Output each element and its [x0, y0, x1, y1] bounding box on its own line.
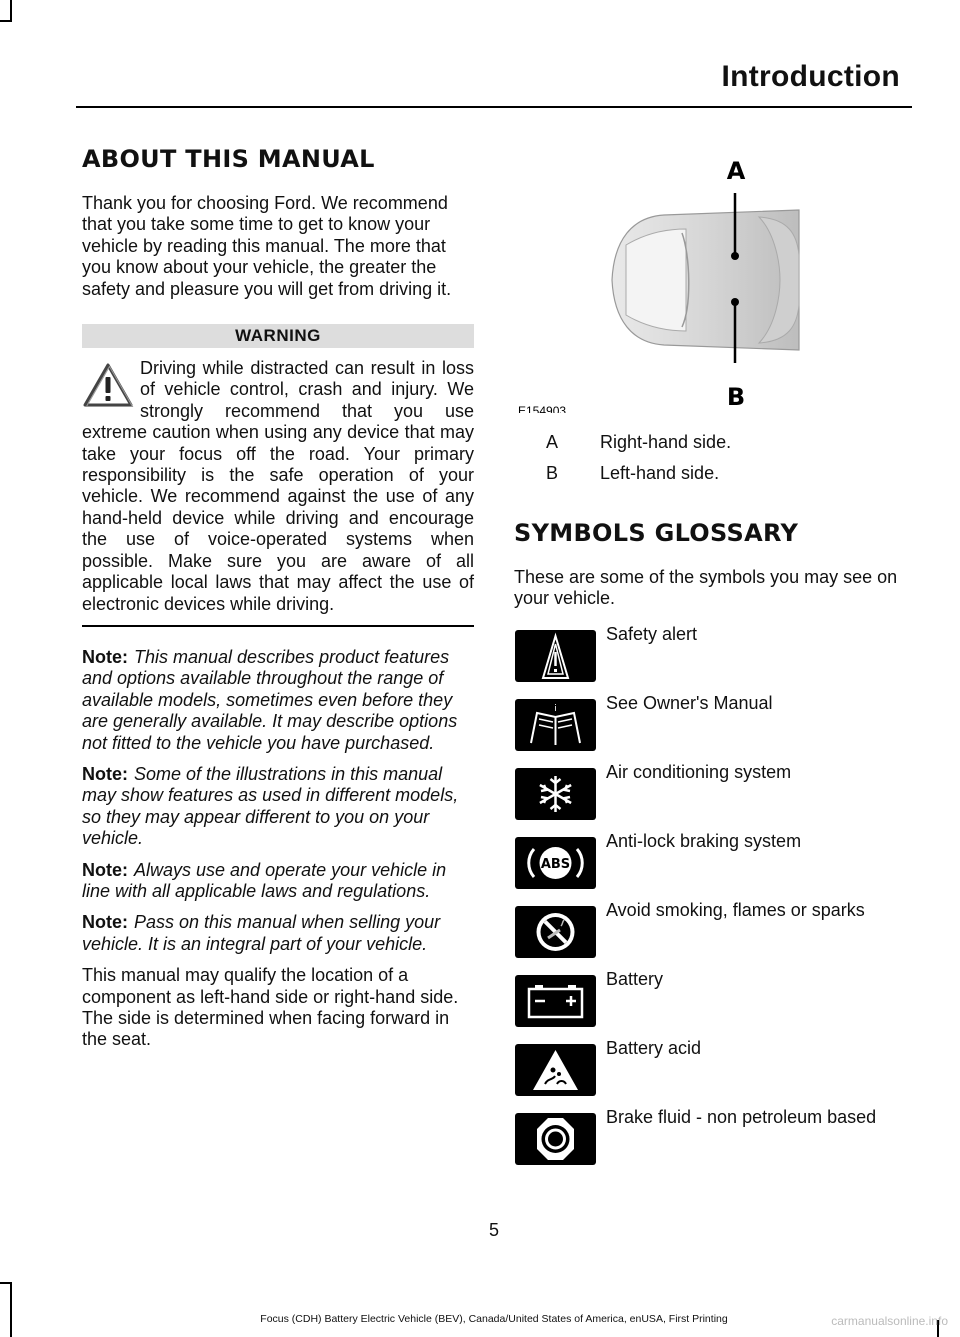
- right-column: [514, 145, 914, 1176]
- page-title: Introduction: [721, 60, 900, 93]
- no-smoking-icon: [515, 906, 596, 958]
- section-heading-symbols: SYMBOLS GLOSSARY: [514, 519, 799, 547]
- left-column: [82, 145, 474, 1051]
- crop-mark-top-left: [10, 0, 12, 22]
- note-text: This manual describes product features and options available throughout the range of available models, sometimes even before they are generally available. It may describe options not fitted to the vehicle you have purchased.: [82, 646, 458, 753]
- symbol-row: [514, 1107, 914, 1176]
- vehicle-side-diagram: [514, 145, 914, 413]
- symbol-label: Air conditioning system: [606, 761, 792, 782]
- section-heading-about: ABOUT THIS MANUAL: [82, 145, 375, 173]
- legend-row: [514, 458, 914, 489]
- diagram-image-code: E154903: [518, 404, 567, 413]
- brake-fluid-icon: [515, 1113, 596, 1165]
- symbol-label: Battery acid: [606, 1037, 702, 1058]
- note-label: Note:: [82, 646, 128, 667]
- symbol-row: [514, 1038, 914, 1107]
- crop-mark-bottom-left: [10, 1282, 12, 1337]
- symbol-label: See Owner's Manual: [606, 692, 773, 713]
- legend-key: B: [546, 463, 559, 483]
- symbol-label: Battery: [606, 968, 664, 989]
- crop-mark-bottom-left: [0, 1282, 12, 1284]
- symbol-row: [514, 693, 914, 762]
- note-label: Note:: [82, 859, 128, 880]
- abs-icon: [515, 837, 596, 889]
- legend-key: A: [546, 432, 559, 452]
- header-divider: [76, 106, 912, 108]
- symbol-row: [514, 831, 914, 900]
- svg-text:ABS: ABS: [540, 856, 571, 872]
- legend-row: [514, 427, 914, 458]
- note-paragraph: [82, 860, 474, 903]
- watermark: carmanualsonline.info: [831, 1314, 948, 1328]
- page-number: 5: [488, 1220, 499, 1240]
- symbol-label: Brake fluid - non petroleum based: [606, 1106, 877, 1127]
- symbol-label: Safety alert: [606, 623, 698, 644]
- note-label: Note:: [82, 912, 128, 933]
- intro-paragraph: Thank you for choosing Ford. We recommend that you take some time to get to know your vehicle by reading this manual. The more that you know about your vehicle, the greater the safety and pleasure you will get from driving it.: [82, 193, 452, 299]
- note-text: Pass on this manual when selling your vehicle. It is an integral part of your vehicle.: [82, 912, 441, 954]
- owners-manual-icon: [515, 699, 596, 751]
- air-conditioning-icon: [515, 768, 596, 820]
- warning-divider: [82, 625, 474, 627]
- legend-text: Right-hand side.: [600, 432, 732, 452]
- diagram-label-a: A: [726, 157, 746, 185]
- symbol-row: [514, 624, 914, 693]
- note-text: Always use and operate your vehicle in line with all applicable laws and regulations.: [82, 859, 447, 901]
- footer-text: Focus (CDH) Battery Electric Vehicle (BEV), Canada/United States of America, enUSA, First Printing: [260, 1313, 728, 1325]
- diagram-label-b: B: [726, 383, 746, 411]
- safety-alert-icon: [515, 630, 596, 682]
- note-paragraph: [82, 764, 474, 850]
- warning-header: WARNING: [82, 324, 474, 348]
- car-top-view-illustration: [514, 145, 914, 413]
- symbol-row: [514, 900, 914, 969]
- warning-box: [82, 358, 474, 615]
- legend-text: Left-hand side.: [600, 463, 720, 483]
- diagram-legend: [514, 427, 914, 489]
- crop-mark-top-left: [0, 20, 12, 22]
- side-explanation-paragraph: This manual may qualify the location of a component as left-hand side or right-hand side. The side is determined when facing forward in the seat.: [82, 965, 459, 1050]
- battery-acid-icon: [515, 1044, 596, 1096]
- symbol-row: [514, 969, 914, 1038]
- battery-icon: [515, 975, 596, 1027]
- warning-text: Driving while distracted can result in loss of vehicle control, crash and injury. We strongly recommend that you use extreme caution when using any device that may take your focus off the road. Your primary responsibility is the safe operation of your vehicle. We recommend against the use of any hand-held device while driving and encourage the use of voice-operated systems when possible. Make sure you are aware of all applicable local laws that may affect the use of electronic devices while driving.: [82, 358, 474, 614]
- warning-triangle-icon: [82, 362, 134, 408]
- note-label: Note:: [82, 763, 128, 784]
- symbol-label: Anti-lock braking system: [606, 830, 802, 851]
- svg-text:i: i: [554, 703, 557, 714]
- note-paragraph: [82, 912, 474, 955]
- symbols-list: [514, 624, 914, 1176]
- note-paragraph: [82, 647, 474, 754]
- symbol-label: Avoid smoking, flames or sparks: [606, 899, 865, 920]
- symbols-intro: These are some of the symbols you may see on your vehicle.: [514, 567, 898, 609]
- note-text: Some of the illustrations in this manual may show features as used in different models, so they may appear different to you on your vehicle.: [82, 763, 459, 849]
- symbol-row: [514, 762, 914, 831]
